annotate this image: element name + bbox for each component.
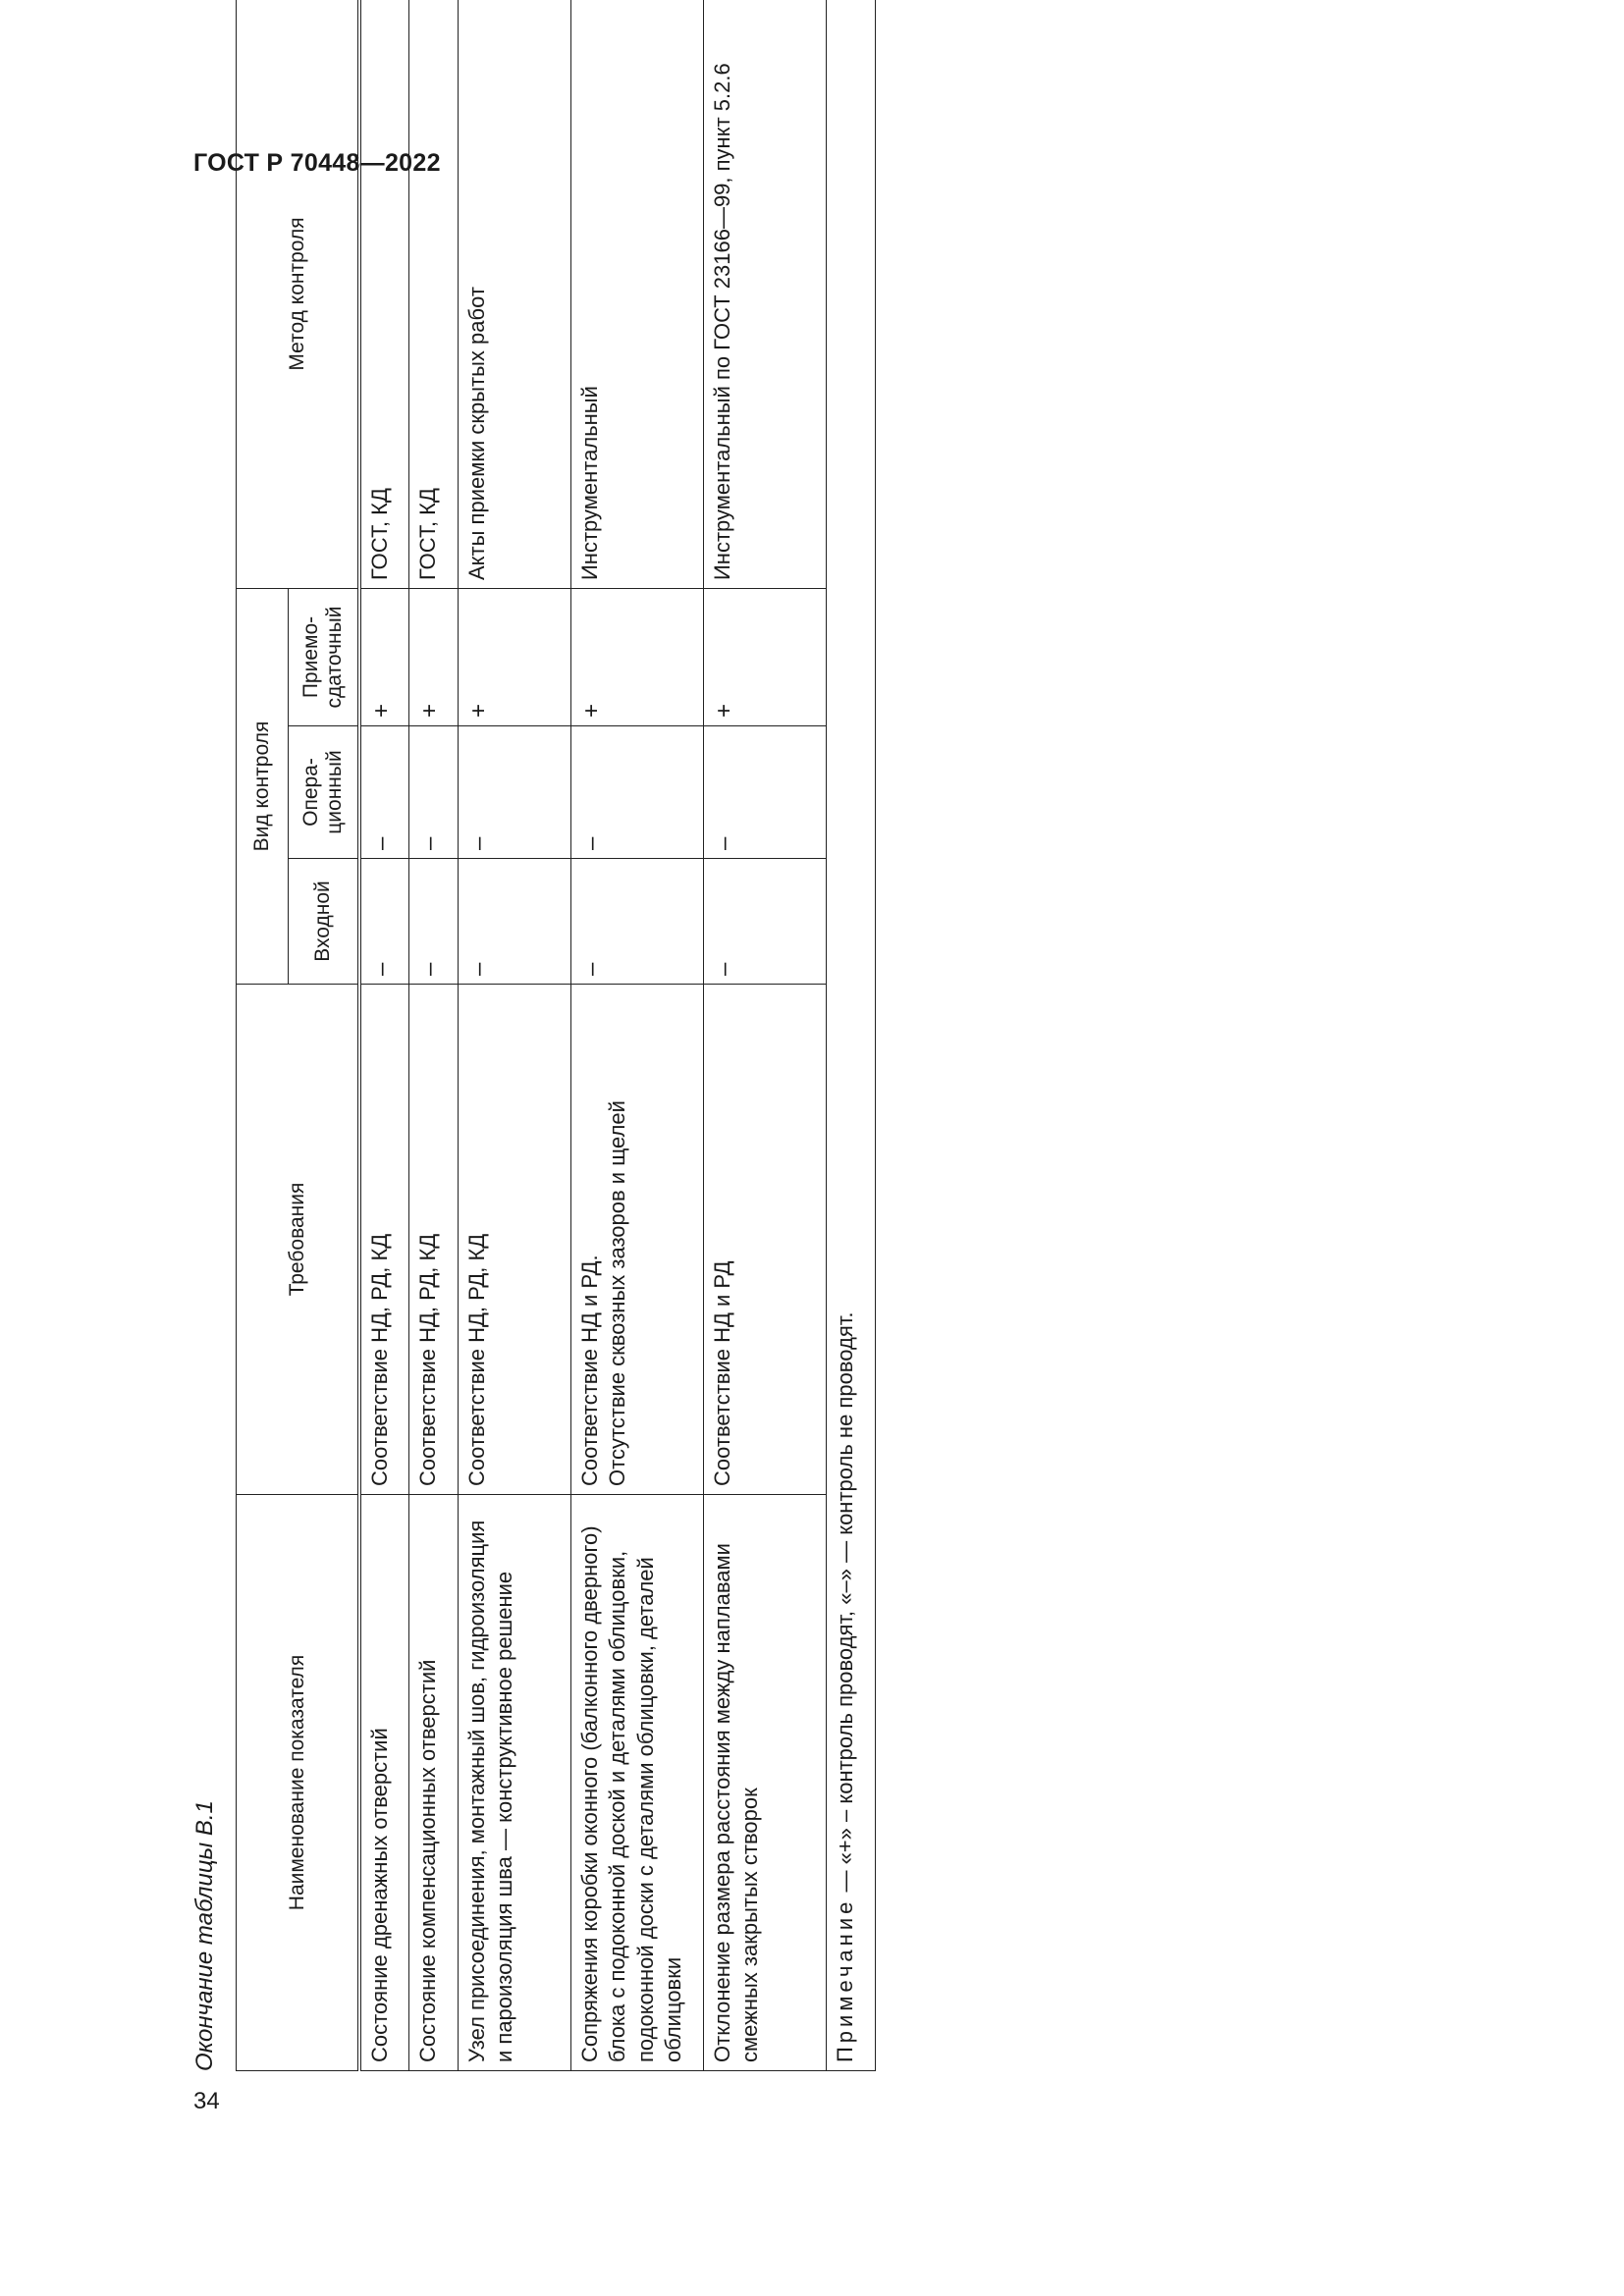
page-number: 34 — [193, 2088, 220, 2114]
cell-indicator: Состояние дренажных отверстий — [359, 1495, 408, 2071]
cell-indicator: Сопряжения коробки оконного (балконного дверного) блока с подоконной доской и деталями облицовки, подоконной доски с деталями облицовки, деталей облицовки — [570, 1495, 703, 2071]
cell-requirement-extra: Отсутствие сквозных зазоров и щелей — [605, 1100, 630, 1486]
table-row — [570, 0, 703, 2071]
cell-input: – — [703, 859, 826, 985]
header-indicator: Наименование показателя — [237, 1495, 360, 2071]
cell-requirement: Соответствие НД, РД, КД — [408, 985, 458, 1495]
cell-method: Инструментальный — [570, 0, 703, 589]
table-caption: Окончание таблицы В.1 — [191, 1800, 218, 2071]
cell-indicator: Состояние компенсационных отверстий — [408, 1495, 458, 2071]
cell-method: ГОСТ, КД — [408, 0, 458, 589]
cell-method: Акты приемки скрытых работ — [458, 0, 570, 589]
header-requirements: Требования — [237, 985, 360, 1495]
cell-acceptance: + — [458, 589, 570, 726]
table-row — [703, 0, 826, 2071]
header-operational: Опера- ционный — [289, 726, 360, 859]
cell-indicator: Узел присоединения, монтажный шов, гидроизоляция и пароизоляция шва — конструктивное решение — [458, 1495, 570, 2071]
cell-input: – — [408, 859, 458, 985]
header-control-type: Вид контроля — [237, 589, 289, 985]
table-note-row — [826, 0, 875, 2071]
cell-requirement: Соответствие НД, РД, КД — [359, 985, 408, 1495]
cell-acceptance: + — [703, 589, 826, 726]
table-row — [408, 0, 458, 2071]
cell-operational: – — [570, 726, 703, 859]
header-input: Входной — [289, 859, 360, 985]
cell-acceptance: + — [408, 589, 458, 726]
cell-input: – — [458, 859, 570, 985]
cell-requirement: Соответствие НД и РД — [703, 985, 826, 1495]
cell-requirement: Соответствие НД, РД, КД — [458, 985, 570, 1495]
cell-operational: – — [703, 726, 826, 859]
cell-acceptance: + — [570, 589, 703, 726]
cell-input: – — [570, 859, 703, 985]
table-row — [359, 0, 408, 2071]
header-method: Метод контроля — [237, 0, 360, 589]
table-note — [826, 0, 875, 2071]
table-row — [458, 0, 570, 2071]
document-code: ГОСТ Р 70448—2022 — [193, 149, 441, 177]
header-acceptance: Приемо- сдаточный — [289, 589, 360, 726]
cell-requirement-group — [570, 985, 703, 1495]
cell-operational: – — [408, 726, 458, 859]
cell-operational: – — [359, 726, 408, 859]
rotated-table-block — [191, 0, 857, 2071]
cell-method: ГОСТ, КД — [359, 0, 408, 589]
cell-method: Инструментальный по ГОСТ 23166—99, пункт 5.2.6 — [703, 0, 826, 589]
cell-acceptance: + — [359, 589, 408, 726]
cell-indicator: Отклонение размера расстояния между наплавами смежных закрытых створок — [703, 1495, 826, 2071]
note-text: — «+» – контроль проводят, «–» — контроль не проводят. — [832, 1311, 857, 1898]
note-label: Примечание — [832, 1897, 857, 2062]
cell-operational: – — [458, 726, 570, 859]
cell-requirement: Соответствие НД и РД. — [576, 1255, 602, 1486]
cell-input: – — [359, 859, 408, 985]
control-table — [236, 0, 876, 2071]
